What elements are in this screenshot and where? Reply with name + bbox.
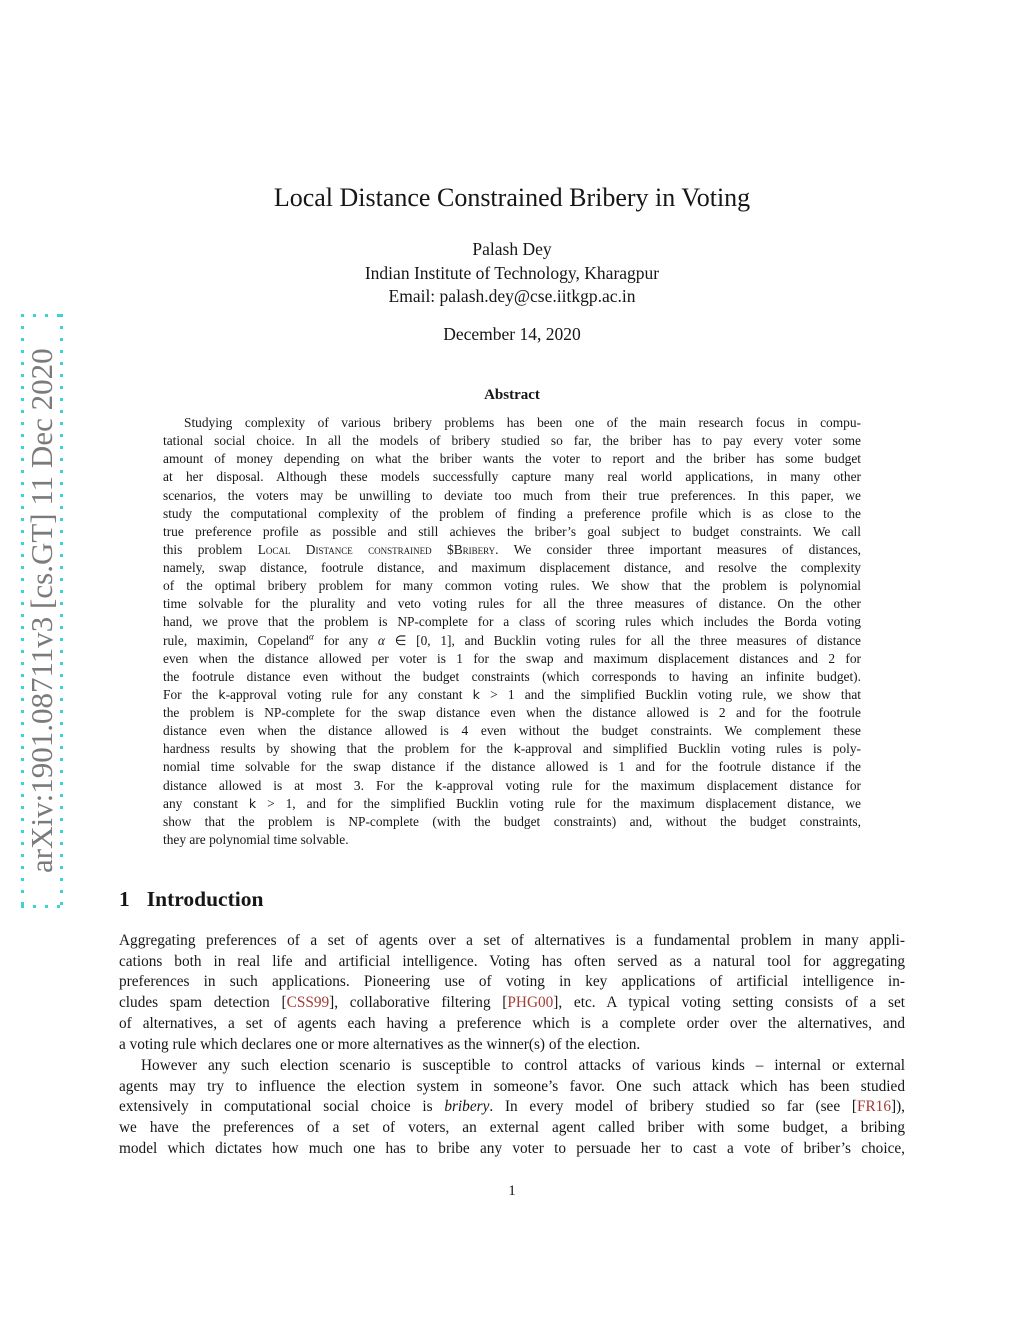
text-segment: the problem is NP-complete for the swap distance even when the distance allowed is 2 and for the footrule [163,705,861,720]
section-number: 1 [119,887,130,911]
text-segment: -approval voting rule for any constant [225,686,473,702]
text-segment: study the computational complexity of the problem of finding a preference profile which is as close to the [163,505,861,521]
text-line [163,541,861,559]
text-segment: show that the problem is NP-complete (with the budget constraints) and, without the budget constraints, [163,813,861,829]
text-line [119,1077,905,1098]
text-segment: distance allowed is at most 3. For the [163,777,435,793]
text-line [163,686,861,704]
text-segment: k [218,686,226,702]
text-line [119,972,905,993]
text-segment: k [513,741,521,757]
text-segment: Aggregating preferences of a set of agents over a set of alternatives is a fundamental problem in many appli- [119,932,905,949]
citation-link[interactable]: PHG00 [507,994,554,1012]
text-segment: nomial time solvable for the swap distance if the distance allowed is 1 and for the footrule distance if the [163,759,861,775]
text-segment: preferences in such applications. Pioneering use of voting in key applications of artificial intelligence in- [119,973,905,991]
text-line [163,668,861,686]
text-segment: scenarios, the voters may be unwilling to deviate too much from their true preferences. In this paper, we [163,487,861,503]
text-line [163,505,861,523]
text-segment: > 1, and for the simplified Bucklin voting rule for the maximum displacement distance, we [256,795,861,811]
text-segment: k [472,686,480,702]
text-segment: hand, we prove that the problem is NP-complete for a class of scoring rules which includes the Borda voting [163,614,861,630]
page-number: 1 [508,1183,516,1199]
author-email: Email: palash.dey@cse.iitkgp.ac.in [388,286,636,306]
text-line [163,740,861,758]
text-segment: α [377,632,385,648]
text-line [163,722,861,740]
text-segment: . In every model of bribery studied so far (see [ [489,1098,857,1116]
text-line [119,1035,905,1056]
intro-paragraph-1 [119,931,905,1055]
text-segment: . We consider three important measures of distances, [495,541,861,557]
text-line [163,414,861,432]
text-segment: any constant [163,795,249,811]
text-segment: this problem [163,541,258,557]
text-segment: agents may try to influence the election system in someone’s favor. One such attack which has been studied [119,1077,905,1095]
text-line [119,1139,905,1160]
text-segment: at her disposal. Although these models successfully capture many real world applications, in many other [163,469,861,485]
text-segment: model which dictates how much one has to bribe any voter to persuade her to cast a vote of briber’s choice, [119,1139,905,1157]
text-segment: even when the distance allowed per voter is 1 for the swap and maximum displacement distances and 2 for [163,650,861,666]
text-line [163,632,861,650]
text-line [163,559,861,577]
paper-date: December 14, 2020 [443,324,581,344]
text-segment: -approval and simplified Bucklin voting rules is poly- [520,741,861,757]
text-line [163,487,861,505]
text-line [119,931,905,952]
text-segment: tational social choice. In all the models of bribery studied so far, the briber has to pay every voter some [163,433,861,449]
text-segment: of the optimal bribery problem for many common voting rules. We show that the problem is polynomial [163,578,861,594]
text-segment: the footrule distance even without the budget constraints (which corresponds to having an infinite budget). [163,668,861,684]
text-segment: Studying complexity of various bribery problems has been one of the main research focus in compu- [184,415,861,430]
author-block [0,238,1024,309]
text-line [119,1056,905,1077]
text-segment: ], etc. A typical voting setting consists of a set [553,994,906,1012]
author-affiliation: Indian Institute of Technology, Kharagpur [364,262,660,283]
citation-link[interactable]: FR16 [856,1098,891,1116]
text-segment: amount of money depending on what the briber wants the voter to report and the briber has some budget [163,451,861,467]
text-line [163,831,861,849]
text-segment: Local Distance constrained $Bribery [257,541,496,557]
intro-paragraph-2 [119,1056,905,1160]
text-line [163,758,861,776]
text-line [119,1014,905,1035]
text-line [119,952,905,973]
text-segment: we have the preferences of a set of voters, an external agent called briber with some budget, a bribing [119,1119,905,1137]
text-segment: true preference profile as possible and still achieves the briber’s goal subject to budget constraints. We call [163,523,861,539]
text-segment: namely, swap distance, footrule distance, and maximum displacement distance, and resolve the complexity [163,560,861,575]
text-segment: a voting rule which declares one or more alternatives as the winner(s) of the election. [119,1035,641,1053]
abstract-text [163,414,861,849]
text-segment: bribery [444,1098,490,1116]
text-segment: distance even when the distance allowed is 4 even without the budget constraints. We complement these [163,723,861,739]
text-segment: k [248,795,257,811]
text-segment: they are polynomial time solvable. [163,831,349,847]
text-segment: -approval voting rule for the maximum displacement distance for [442,777,861,793]
text-segment: α [308,631,314,642]
text-line [163,468,861,486]
text-segment: > 1 and the simplified Bucklin voting rule, we show that [479,686,861,702]
text-line [163,450,861,468]
text-segment: cludes spam detection [ [119,994,287,1012]
text-segment: However any such election scenario is susceptible to control attacks of various kinds – internal or external [141,1057,905,1074]
text-segment: ]), [890,1098,905,1116]
text-segment: ∈ [0, 1], and Bucklin voting rules for all the three measures of distance [384,632,861,648]
text-line [119,1118,905,1139]
text-segment: time solvable for the plurality and veto voting rules for all the three measures of distance. On the other [163,596,861,612]
text-segment: cations both in real life and artificial intelligence. Voting has often served as a natural tool for aggregating [119,952,905,970]
text-line [163,432,861,450]
arxiv-watermark-text: arXiv:1901.08711v3 [cs.GT] 11 Dec 2020 [24,348,59,874]
text-segment: for any [313,632,378,648]
text-line [163,650,861,668]
text-line [163,613,861,631]
text-line [163,777,861,795]
text-line [163,577,861,595]
text-segment: For the [163,686,219,702]
text-segment: k [434,777,443,793]
abstract-heading: Abstract [484,387,540,403]
text-segment: of alternatives, a set of agents each having a preference which is a complete order over the alternatives, and [119,1014,905,1032]
text-line [119,993,905,1014]
citation-link[interactable]: CSS99 [286,994,330,1012]
text-line [163,523,861,541]
text-line [119,1097,905,1118]
author-name: Palash Dey [472,239,552,259]
section-title: Introduction [146,887,264,911]
section-heading [119,884,263,914]
text-segment: rule, maximin, Copeland [163,632,309,648]
text-line [163,595,861,613]
text-segment: hardness results by showing that the problem for the [163,741,514,757]
text-segment: ], collaborative filtering [ [329,994,508,1012]
text-line [163,795,861,813]
text-line [163,813,861,831]
text-line [163,704,861,722]
paper-title: Local Distance Constrained Bribery in Voting [273,183,751,212]
text-segment: extensively in computational social choice is [119,1098,445,1116]
